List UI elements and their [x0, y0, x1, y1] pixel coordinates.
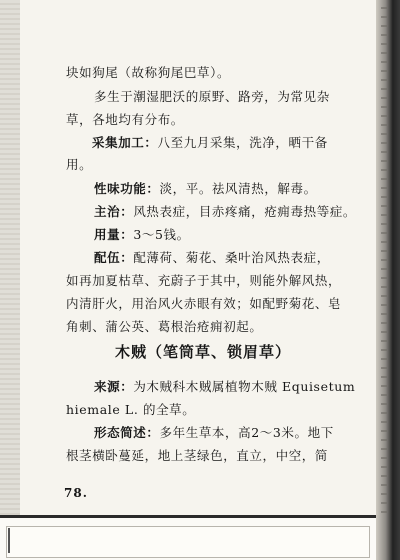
section-line-2: hiemale L. 的全草。 — [66, 402, 196, 417]
text-line-12: 角刺、蒲公英、葛根治疮痈初起。 — [66, 319, 263, 334]
scan-edge-shadow — [376, 0, 400, 560]
text-line-6: 性味功能：淡，平。祛风清热，解毒。 — [94, 181, 317, 196]
text-line-10: 如再加夏枯草、充蔚子于其中，则能外解风热， — [66, 273, 342, 288]
section-line-1: 来源：为木贼科木贼属植物木贼 Equisetum — [94, 379, 356, 394]
text-line-5: 用。 — [66, 157, 93, 172]
text-line-7: 主治：风热表症，目赤疼痛，疮痈毒热等症。 — [94, 204, 357, 219]
text-line-8: 用量：3～5钱。 — [94, 227, 190, 242]
text-line-4: 采集加工：八至九月采集，洗净，晒干备 — [92, 135, 328, 150]
section-line-3: 形态简述：多年生草本，高2～3米。地下 — [94, 425, 334, 440]
next-page-edge — [0, 515, 376, 560]
text-line-11: 内清肝火，用治风火赤眼有效；如配野菊花、皂 — [66, 296, 342, 311]
page-number: 78. — [64, 486, 88, 500]
text-line-3: 草，各地均有分布。 — [66, 112, 184, 127]
text-line-2: 多生于潮湿肥沃的原野、路旁，为常见杂 — [94, 89, 330, 104]
binding-gutter — [0, 0, 20, 515]
section-line-4: 根茎横卧蔓延，地上茎绿色，直立，中空，简 — [66, 448, 329, 463]
text-line-1: 块如狗尾（故称狗尾巴草）。 — [66, 65, 231, 80]
next-page-rule — [8, 528, 30, 553]
text-line-9: 配伍：配薄荷、菊花、桑叶治风热表症， — [94, 250, 330, 265]
section-heading: 木贼（笔筒草、锁眉草） — [115, 343, 292, 361]
page-edge-texture — [381, 0, 387, 515]
next-page-frame — [6, 526, 370, 558]
